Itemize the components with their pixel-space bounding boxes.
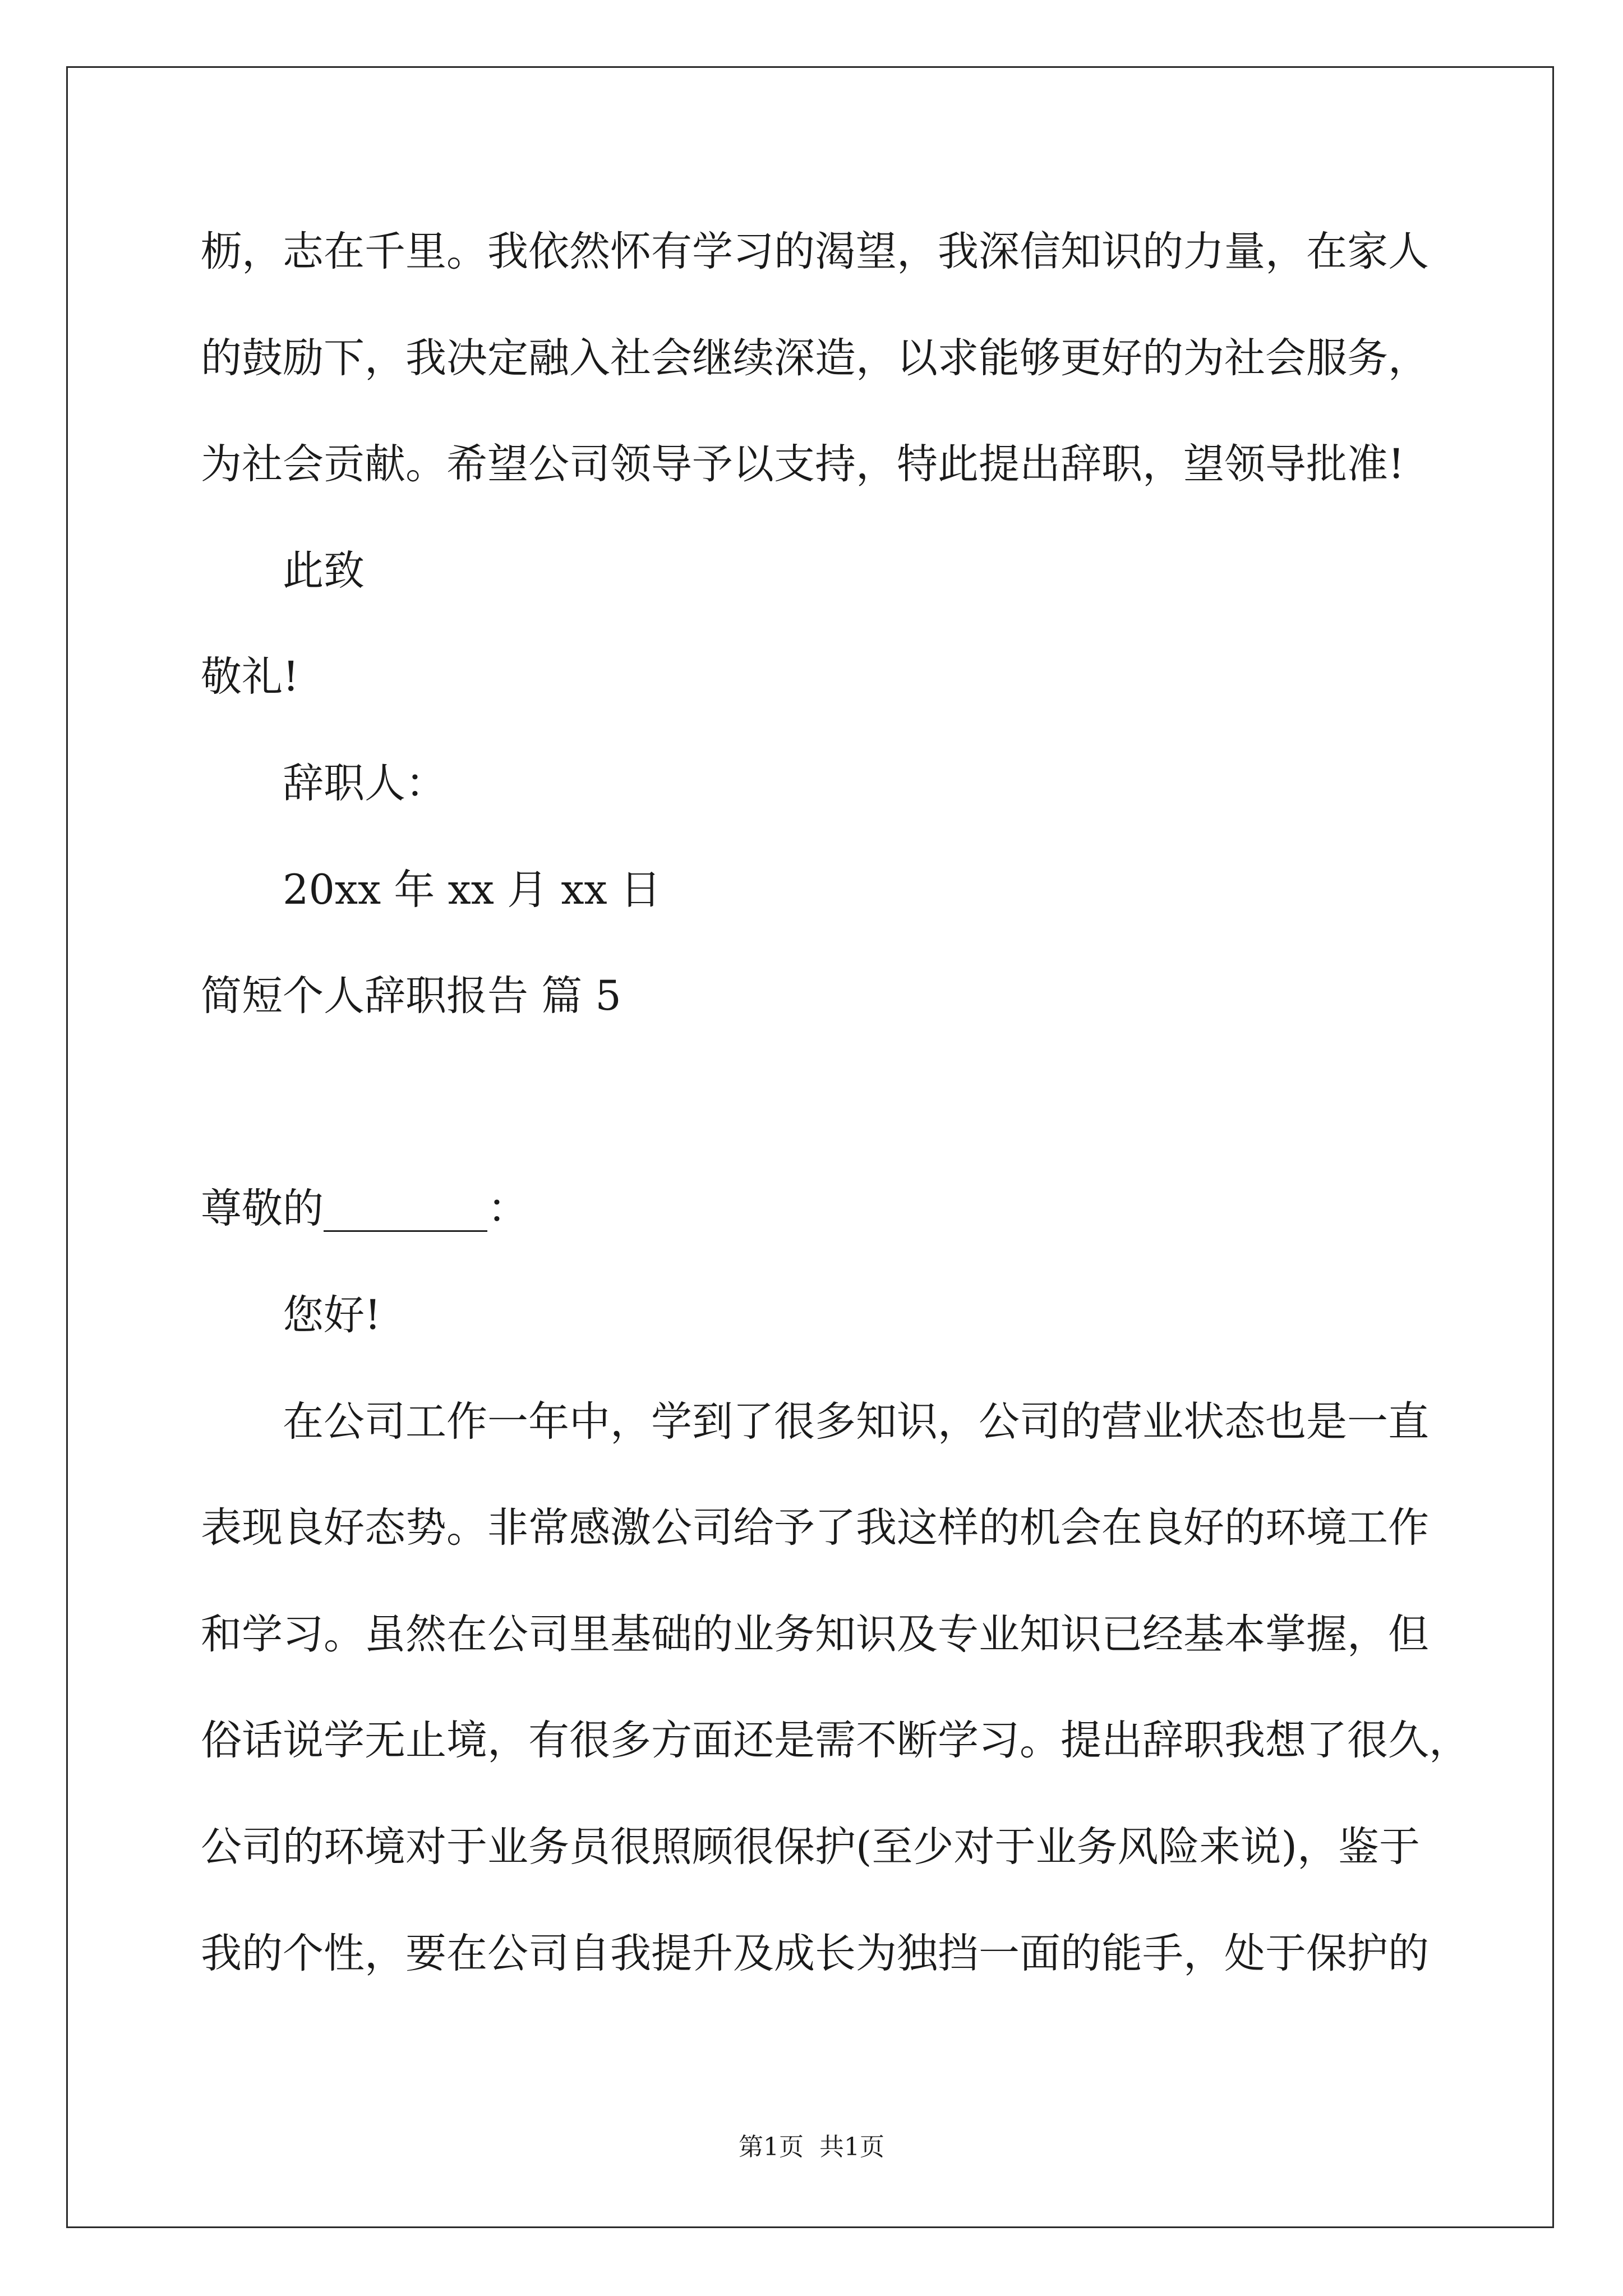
text-line: 和学习。虽然在公司里基础的业务知识及专业知识已经基本掌握，但 xyxy=(201,1610,1429,1658)
closing-regards: 敬礼! xyxy=(201,653,299,701)
text-line: 的鼓励下，我决定融入社会继续深造，以求能够更好的为社会服务， xyxy=(201,334,1429,382)
text-line: 为社会贡献。希望公司领导予以支持，特此提出辞职，望领导批准! xyxy=(201,440,1405,489)
document-body xyxy=(201,199,1536,2007)
date-line: 20xx 年 xx 月 xx 日 xyxy=(283,866,661,914)
blank-line xyxy=(201,1050,1536,1156)
text-line: 公司的环境对于业务员很照顾很保护(至少对于业务风险来说)，鉴于 xyxy=(201,1823,1420,1871)
text-line: 俗话说学无止境，有很多方面还是需不断学习。提出辞职我想了很久， xyxy=(201,1717,1470,1765)
section-heading: 简短个人辞职报告 篇 5 xyxy=(201,972,621,1020)
signature-label: 辞职人： xyxy=(283,759,446,807)
page-footer: 第1页 共1页 xyxy=(739,2133,884,2161)
text-line: 枥，志在千里。我依然怀有学习的渴望，我深信知识的力量，在家人 xyxy=(201,228,1429,275)
addressee-line: 尊敬的________： xyxy=(201,1185,528,1233)
text-line: 在公司工作一年中，学到了很多知识，公司的营业状态也是一直 xyxy=(283,1397,1429,1446)
text-line: 我的个性，要在公司自我提升及成长为独挡一面的能手，处于保护的 xyxy=(201,1929,1429,1977)
closing-salutation: 此致 xyxy=(283,546,365,595)
text-line: 表现良好态势。非常感激公司给予了我这样的机会在良好的环境工作 xyxy=(201,1504,1429,1552)
greeting-line: 您好! xyxy=(283,1291,381,1339)
